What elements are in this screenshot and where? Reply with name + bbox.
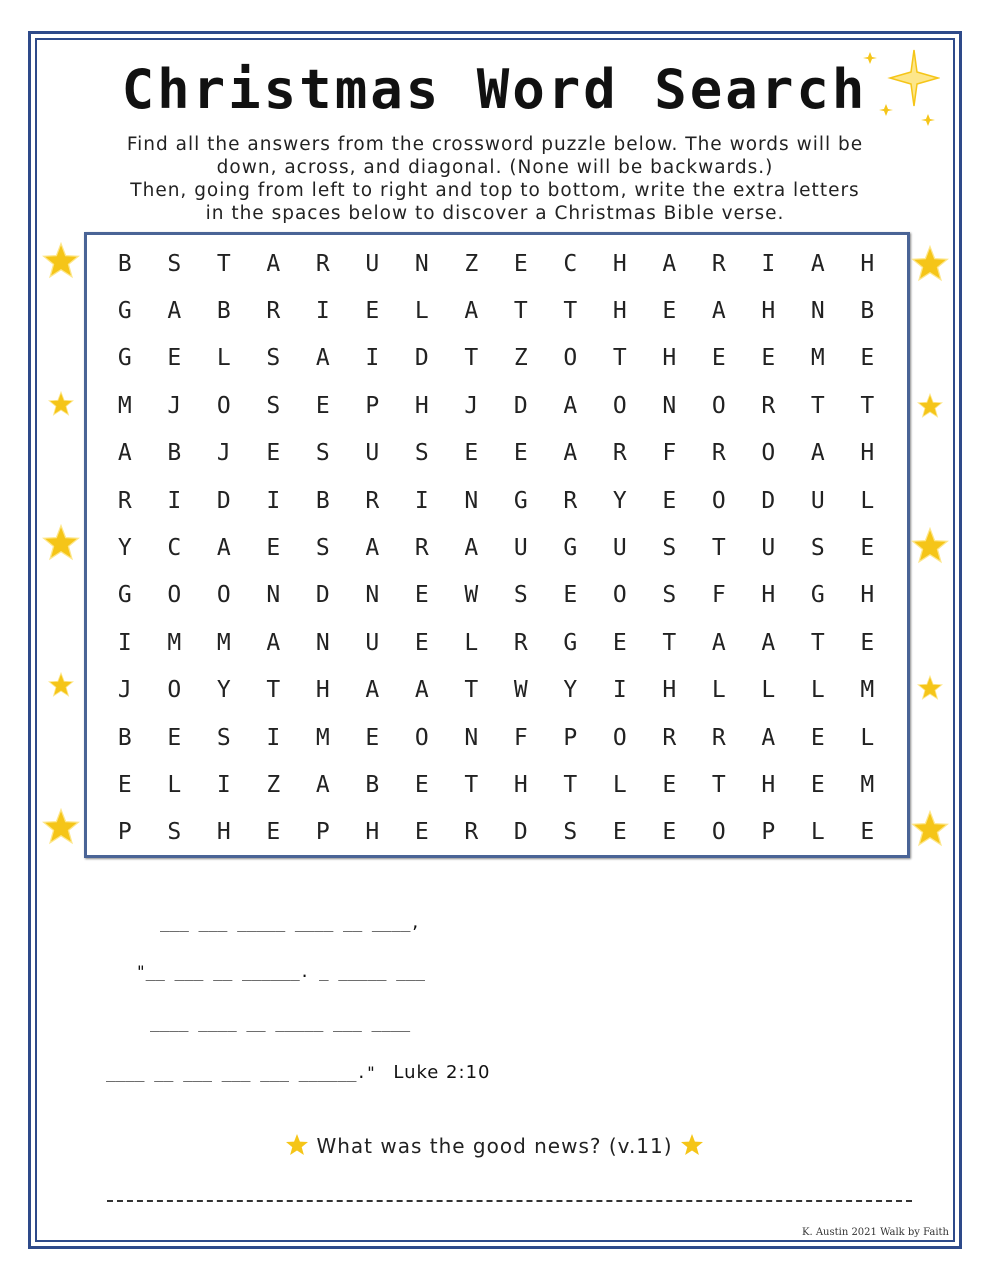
- grid-letter[interactable]: U: [513, 535, 528, 562]
- grid-letter[interactable]: I: [117, 629, 132, 656]
- grid-letter[interactable]: E: [414, 629, 429, 656]
- grid-row: [100, 572, 892, 619]
- grid-letter[interactable]: E: [365, 298, 380, 325]
- grid-row: [100, 335, 892, 382]
- grid-letter[interactable]: Y: [612, 487, 627, 514]
- grid-letter[interactable]: G: [563, 629, 578, 656]
- grid-letter[interactable]: S: [266, 392, 281, 419]
- grid-letter[interactable]: T: [216, 250, 231, 277]
- grid-letter[interactable]: N: [464, 487, 479, 514]
- grid-letter[interactable]: D: [513, 392, 528, 419]
- grid-letter[interactable]: Y: [117, 535, 132, 562]
- verse-blanks-line[interactable]: [106, 1062, 916, 1083]
- grid-letter[interactable]: U: [365, 250, 380, 277]
- grid-letter[interactable]: P: [365, 392, 380, 419]
- grid-letter[interactable]: R: [464, 819, 479, 846]
- grid-letter[interactable]: O: [761, 440, 776, 467]
- grid-letter[interactable]: S: [662, 535, 677, 562]
- grid-letter[interactable]: G: [117, 582, 132, 609]
- grid-letter[interactable]: R: [563, 487, 578, 514]
- grid-letter[interactable]: P: [761, 819, 776, 846]
- star-icon: [911, 527, 949, 565]
- grid-letter[interactable]: D: [315, 582, 330, 609]
- grid-letter[interactable]: L: [612, 771, 627, 798]
- grid-row: [100, 287, 892, 334]
- grid-letter[interactable]: E: [860, 819, 875, 846]
- grid-letter[interactable]: U: [365, 629, 380, 656]
- grid-letter[interactable]: E: [117, 771, 132, 798]
- grid-row: [100, 477, 892, 524]
- grid-letter[interactable]: U: [761, 535, 776, 562]
- grid-letter[interactable]: S: [266, 345, 281, 372]
- grid-letter[interactable]: Z: [513, 345, 528, 372]
- grid-letter[interactable]: C: [167, 535, 182, 562]
- grid-letter[interactable]: A: [563, 440, 578, 467]
- star-icon: [42, 242, 80, 280]
- grid-letter[interactable]: E: [167, 724, 182, 751]
- grid-letter[interactable]: R: [117, 487, 132, 514]
- grid-letter[interactable]: S: [810, 535, 825, 562]
- grid-row: [100, 714, 892, 761]
- grid-letter[interactable]: W: [513, 677, 528, 704]
- star-icon: [911, 245, 949, 283]
- grid-letter[interactable]: E: [860, 629, 875, 656]
- grid-letter[interactable]: O: [167, 677, 182, 704]
- grid-letter[interactable]: A: [315, 345, 330, 372]
- grid-letter[interactable]: T: [711, 535, 726, 562]
- grid-letter[interactable]: U: [810, 487, 825, 514]
- grid-row: [100, 667, 892, 714]
- grid-letter[interactable]: H: [216, 819, 231, 846]
- grid-letter[interactable]: T: [266, 677, 281, 704]
- star-icon: [680, 1133, 704, 1157]
- grid-letter[interactable]: E: [414, 582, 429, 609]
- grid-letter[interactable]: S: [315, 440, 330, 467]
- grid-letter[interactable]: A: [117, 440, 132, 467]
- grid-letter[interactable]: R: [414, 535, 429, 562]
- grid-letter[interactable]: A: [711, 298, 726, 325]
- verse-blanks-line[interactable]: ____ ____ __ _____ ___ ____: [150, 1013, 411, 1032]
- grid-letter[interactable]: I: [266, 724, 281, 751]
- grid-letter[interactable]: O: [711, 487, 726, 514]
- grid-letter[interactable]: E: [414, 819, 429, 846]
- grid-letter[interactable]: O: [563, 345, 578, 372]
- grid-letter[interactable]: R: [761, 392, 776, 419]
- grid-letter[interactable]: I: [414, 487, 429, 514]
- grid-letter[interactable]: L: [860, 487, 875, 514]
- grid-letter[interactable]: F: [662, 440, 677, 467]
- grid-letter[interactable]: A: [365, 535, 380, 562]
- grid-letter[interactable]: H: [365, 819, 380, 846]
- grid-letter[interactable]: B: [117, 724, 132, 751]
- grid-letter[interactable]: M: [167, 629, 182, 656]
- answer-line[interactable]: [107, 1200, 912, 1202]
- grid-letter[interactable]: I: [266, 487, 281, 514]
- grid-letter[interactable]: T: [711, 771, 726, 798]
- grid-letter[interactable]: N: [365, 582, 380, 609]
- grid-letter[interactable]: T: [860, 392, 875, 419]
- grid-letter[interactable]: J: [216, 440, 231, 467]
- grid-letter[interactable]: E: [761, 345, 776, 372]
- grid-letter[interactable]: S: [513, 582, 528, 609]
- verse-reference: Luke 2:10: [393, 1062, 491, 1083]
- grid-letter[interactable]: O: [612, 582, 627, 609]
- grid-letter[interactable]: J: [167, 392, 182, 419]
- grid-letter[interactable]: Z: [266, 771, 281, 798]
- grid-letter[interactable]: H: [662, 677, 677, 704]
- grid-letter[interactable]: G: [810, 582, 825, 609]
- grid-letter[interactable]: A: [266, 629, 281, 656]
- grid-letter[interactable]: E: [662, 487, 677, 514]
- grid-letter[interactable]: R: [711, 440, 726, 467]
- grid-letter[interactable]: E: [365, 724, 380, 751]
- grid-letter[interactable]: E: [612, 819, 627, 846]
- grid-letter[interactable]: E: [612, 629, 627, 656]
- grid-letter[interactable]: H: [761, 298, 776, 325]
- instruction-line: Then, going from left to right and top to bottom, write the extra letters: [130, 180, 860, 201]
- grid-letter[interactable]: E: [810, 724, 825, 751]
- grid-letter[interactable]: N: [810, 298, 825, 325]
- grid-letter[interactable]: A: [216, 535, 231, 562]
- grid-letter[interactable]: H: [761, 582, 776, 609]
- grid-letter[interactable]: O: [711, 819, 726, 846]
- grid-letter[interactable]: J: [464, 392, 479, 419]
- verse-blanks-line[interactable]: ___ ___ _____ ____ __ ____,: [160, 913, 421, 932]
- instruction-line: in the spaces below to discover a Christmas Bible verse.: [205, 203, 785, 224]
- grid-letter[interactable]: A: [662, 250, 677, 277]
- grid-letter[interactable]: O: [612, 392, 627, 419]
- grid-letter[interactable]: L: [860, 724, 875, 751]
- grid-row: [100, 430, 892, 477]
- grid-letter[interactable]: L: [810, 677, 825, 704]
- grid-letter[interactable]: E: [563, 582, 578, 609]
- grid-letter[interactable]: T: [612, 345, 627, 372]
- grid-letter[interactable]: I: [216, 771, 231, 798]
- grid-letter[interactable]: H: [414, 392, 429, 419]
- grid-letter[interactable]: H: [860, 582, 875, 609]
- star-icon: [285, 1133, 309, 1157]
- grid-letter[interactable]: G: [513, 487, 528, 514]
- grid-letter[interactable]: C: [563, 250, 578, 277]
- grid-letter[interactable]: R: [365, 487, 380, 514]
- grid-letter[interactable]: E: [315, 392, 330, 419]
- grid-letter[interactable]: E: [167, 345, 182, 372]
- star-icon: [917, 675, 943, 701]
- grid-letter[interactable]: J: [117, 677, 132, 704]
- grid-letter[interactable]: E: [464, 440, 479, 467]
- grid-letter[interactable]: I: [612, 677, 627, 704]
- verse-blanks-line[interactable]: "__ ___ __ ______. _ _____ ___: [136, 962, 425, 981]
- grid-letter[interactable]: I: [365, 345, 380, 372]
- grid-letter[interactable]: N: [464, 724, 479, 751]
- grid-letter[interactable]: T: [810, 392, 825, 419]
- grid-row: [100, 240, 892, 287]
- grid-letter[interactable]: O: [167, 582, 182, 609]
- grid-letter[interactable]: A: [315, 771, 330, 798]
- grid-letter[interactable]: T: [464, 771, 479, 798]
- grid-letter[interactable]: I: [761, 250, 776, 277]
- grid-letter[interactable]: R: [711, 250, 726, 277]
- verse-blanks-text[interactable]: ____ __ ___ ___ ___ ______.": [106, 1063, 376, 1082]
- grid-row: [100, 619, 892, 666]
- grid-letter[interactable]: H: [315, 677, 330, 704]
- word-search-grid: [100, 240, 892, 856]
- grid-letter[interactable]: P: [117, 819, 132, 846]
- grid-letter[interactable]: G: [117, 345, 132, 372]
- grid-letter[interactable]: L: [711, 677, 726, 704]
- grid-letter[interactable]: I: [167, 487, 182, 514]
- instruction-line: Find all the answers from the crossword puzzle below. The words will be: [126, 134, 864, 155]
- grid-letter[interactable]: R: [612, 440, 627, 467]
- grid-letter[interactable]: U: [612, 535, 627, 562]
- grid-letter[interactable]: S: [167, 250, 182, 277]
- grid-letter[interactable]: E: [266, 440, 281, 467]
- grid-letter[interactable]: H: [612, 298, 627, 325]
- grid-letter[interactable]: I: [315, 298, 330, 325]
- grid-letter[interactable]: E: [662, 298, 677, 325]
- grid-letter[interactable]: A: [414, 677, 429, 704]
- grid-letter[interactable]: R: [266, 298, 281, 325]
- grid-letter[interactable]: S: [216, 724, 231, 751]
- grid-letter[interactable]: F: [711, 582, 726, 609]
- grid-letter[interactable]: H: [662, 345, 677, 372]
- grid-letter[interactable]: T: [563, 771, 578, 798]
- sparkle-cluster-icon: [860, 48, 940, 130]
- grid-letter[interactable]: A: [266, 250, 281, 277]
- star-icon: [42, 808, 80, 846]
- grid-letter[interactable]: O: [216, 392, 231, 419]
- grid-letter[interactable]: M: [860, 677, 875, 704]
- grid-row: [100, 761, 892, 808]
- grid-letter[interactable]: H: [761, 771, 776, 798]
- grid-letter[interactable]: E: [711, 345, 726, 372]
- grid-letter[interactable]: H: [860, 250, 875, 277]
- grid-letter[interactable]: B: [167, 440, 182, 467]
- grid-letter[interactable]: D: [216, 487, 231, 514]
- grid-letter[interactable]: N: [414, 250, 429, 277]
- grid-letter[interactable]: L: [167, 771, 182, 798]
- grid-letter[interactable]: R: [662, 724, 677, 751]
- grid-letter[interactable]: U: [365, 440, 380, 467]
- star-icon: [42, 524, 80, 562]
- grid-letter[interactable]: S: [563, 819, 578, 846]
- grid-letter[interactable]: H: [612, 250, 627, 277]
- grid-letter[interactable]: H: [513, 771, 528, 798]
- grid-letter[interactable]: E: [266, 819, 281, 846]
- grid-letter[interactable]: B: [365, 771, 380, 798]
- grid-letter[interactable]: D: [513, 819, 528, 846]
- grid-letter[interactable]: A: [711, 629, 726, 656]
- grid-letter[interactable]: S: [662, 582, 677, 609]
- grid-letter[interactable]: W: [464, 582, 479, 609]
- grid-letter[interactable]: F: [513, 724, 528, 751]
- grid-letter[interactable]: S: [414, 440, 429, 467]
- grid-letter[interactable]: R: [315, 250, 330, 277]
- grid-letter[interactable]: T: [810, 629, 825, 656]
- grid-letter[interactable]: N: [315, 629, 330, 656]
- grid-letter[interactable]: E: [414, 771, 429, 798]
- grid-letter[interactable]: B: [315, 487, 330, 514]
- grid-letter[interactable]: R: [711, 724, 726, 751]
- grid-row: [100, 382, 892, 429]
- grid-letter[interactable]: H: [860, 440, 875, 467]
- grid-letter[interactable]: P: [563, 724, 578, 751]
- grid-letter[interactable]: M: [810, 345, 825, 372]
- grid-letter[interactable]: E: [662, 819, 677, 846]
- grid-letter[interactable]: O: [612, 724, 627, 751]
- grid-letter[interactable]: N: [266, 582, 281, 609]
- grid-letter[interactable]: T: [662, 629, 677, 656]
- grid-letter[interactable]: L: [464, 629, 479, 656]
- grid-letter[interactable]: E: [266, 535, 281, 562]
- grid-letter[interactable]: D: [761, 487, 776, 514]
- grid-letter[interactable]: O: [414, 724, 429, 751]
- grid-letter[interactable]: L: [414, 298, 429, 325]
- grid-letter[interactable]: O: [216, 582, 231, 609]
- grid-letter[interactable]: E: [513, 440, 528, 467]
- grid-letter[interactable]: A: [761, 724, 776, 751]
- page-title: Christmas Word Search: [121, 58, 868, 121]
- grid-letter[interactable]: A: [464, 535, 479, 562]
- grid-letter[interactable]: R: [513, 629, 528, 656]
- grid-letter[interactable]: E: [860, 345, 875, 372]
- grid-letter[interactable]: B: [860, 298, 875, 325]
- grid-letter[interactable]: E: [860, 535, 875, 562]
- grid-letter[interactable]: N: [662, 392, 677, 419]
- grid-letter[interactable]: S: [315, 535, 330, 562]
- grid-letter[interactable]: B: [117, 250, 132, 277]
- grid-letter[interactable]: Y: [563, 677, 578, 704]
- question-text: What was the good news? (v.11): [316, 1134, 673, 1158]
- grid-letter[interactable]: T: [464, 677, 479, 704]
- grid-letter[interactable]: T: [464, 345, 479, 372]
- grid-letter[interactable]: A: [365, 677, 380, 704]
- grid-letter[interactable]: M: [117, 392, 132, 419]
- grid-letter[interactable]: T: [563, 298, 578, 325]
- star-icon: [917, 393, 943, 419]
- grid-letter[interactable]: M: [216, 629, 231, 656]
- grid-letter[interactable]: L: [810, 819, 825, 846]
- grid-letter[interactable]: E: [810, 771, 825, 798]
- grid-letter[interactable]: A: [810, 250, 825, 277]
- grid-letter[interactable]: M: [860, 771, 875, 798]
- grid-letter[interactable]: P: [315, 819, 330, 846]
- question: [0, 1133, 989, 1158]
- star-icon: [48, 391, 74, 417]
- grid-letter[interactable]: A: [810, 440, 825, 467]
- grid-letter[interactable]: B: [216, 298, 231, 325]
- grid-letter[interactable]: E: [513, 250, 528, 277]
- grid-letter[interactable]: D: [414, 345, 429, 372]
- grid-letter[interactable]: G: [563, 535, 578, 562]
- grid-letter[interactable]: A: [464, 298, 479, 325]
- instruction-line: down, across, and diagonal. (None will be backwards.): [216, 157, 774, 178]
- grid-letter[interactable]: L: [761, 677, 776, 704]
- grid-letter[interactable]: A: [761, 629, 776, 656]
- credit: K. Austin 2021 Walk by Faith: [801, 1227, 949, 1238]
- instructions: [95, 133, 895, 225]
- grid-row: [100, 809, 892, 856]
- grid-letter[interactable]: Z: [464, 250, 479, 277]
- star-icon: [911, 810, 949, 848]
- star-icon: [48, 672, 74, 698]
- grid-letter[interactable]: T: [513, 298, 528, 325]
- grid-letter[interactable]: S: [167, 819, 182, 846]
- grid-letter[interactable]: O: [711, 392, 726, 419]
- grid-letter[interactable]: G: [117, 298, 132, 325]
- grid-letter[interactable]: E: [662, 771, 677, 798]
- grid-letter[interactable]: A: [563, 392, 578, 419]
- grid-letter[interactable]: M: [315, 724, 330, 751]
- grid-letter[interactable]: L: [216, 345, 231, 372]
- grid-row: [100, 524, 892, 571]
- grid-letter[interactable]: Y: [216, 677, 231, 704]
- grid-letter[interactable]: A: [167, 298, 182, 325]
